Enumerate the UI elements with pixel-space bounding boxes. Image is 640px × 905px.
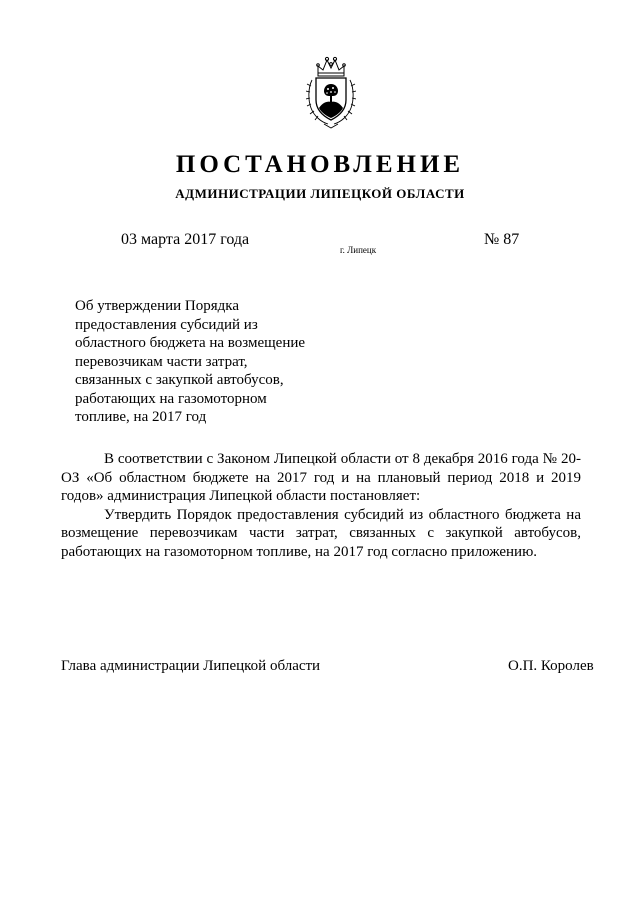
- heading-line: работающих на газомоторном: [75, 390, 267, 407]
- lipetsk-coat-of-arms-icon: [306, 54, 356, 130]
- document-city: г. Липецк: [340, 245, 377, 255]
- heading-line: перевозчикам части затрат,: [75, 353, 248, 370]
- body-paragraph-resolution: Утвердить Порядок предоставления субсидий из областного бюджета на возмещение перевозчикам части затрат, связанных с закупкой автобусов, работающих на газомоторном топливе, на 2017 год согласно приложению.: [61, 506, 581, 560]
- heading-line: предоставления субсидий из: [75, 316, 258, 333]
- signatory-position: Глава администрации Липецкой области: [61, 658, 321, 674]
- document-subtitle: АДМИНИСТРАЦИИ ЛИПЕЦКОЙ ОБЛАСТИ: [175, 186, 465, 201]
- heading-line: топливе, на 2017 год: [75, 409, 207, 425]
- document-body: [61, 450, 581, 561]
- document-heading: [75, 297, 325, 427]
- document-number: № 87: [484, 231, 520, 248]
- heading-line: областного бюджета на возмещение: [75, 335, 306, 351]
- document-date: 03 марта 2017 года: [121, 231, 250, 248]
- heading-line: Об утверждении Порядка: [75, 298, 239, 314]
- document-title: ПОСТАНОВЛЕНИЕ: [175, 151, 465, 178]
- signatory-name: О.П. Королев: [508, 658, 594, 674]
- body-paragraph-preamble: В соответствии с Законом Липецкой области от 8 декабря 2016 года № 20-ОЗ «Об областном бюджете на 2017 год и на плановый период 2018 и 2019 годов» администрация Липецкой области постановляет:: [61, 451, 581, 504]
- heading-line: связанных с закупкой автобусов,: [75, 372, 284, 388]
